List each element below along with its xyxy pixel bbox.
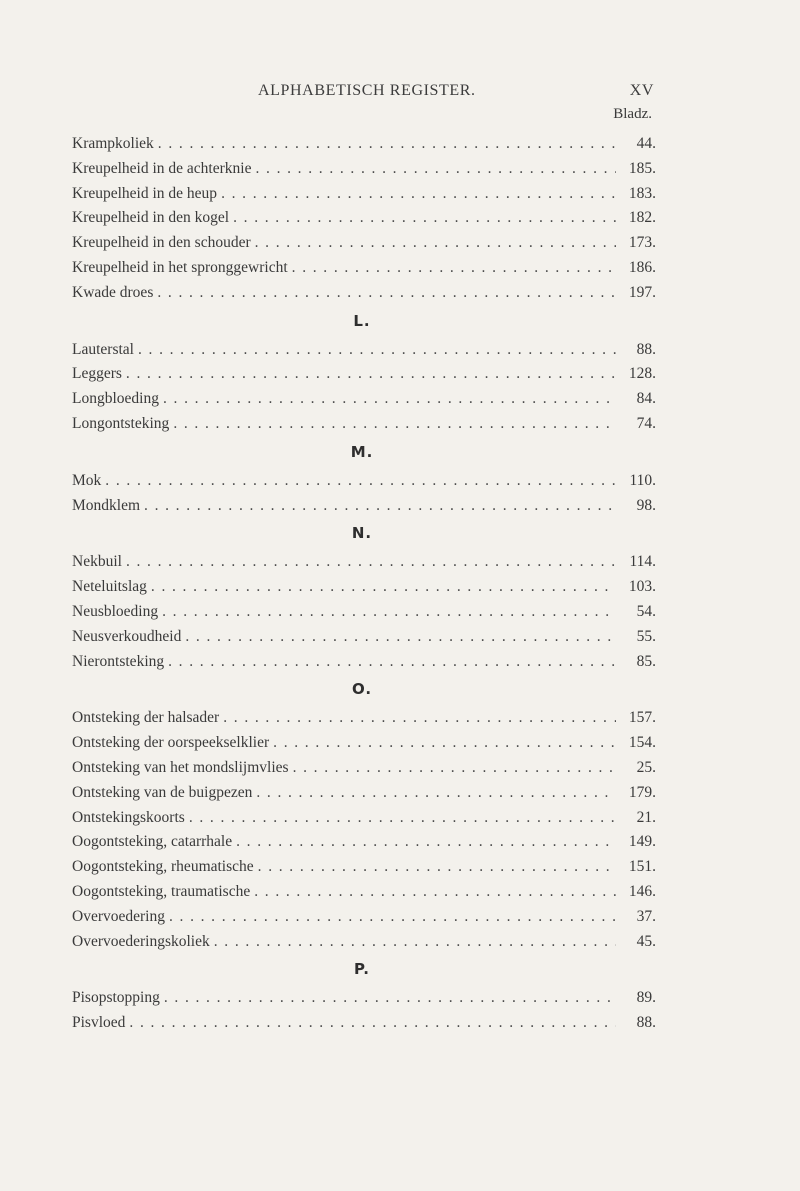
entry-page-number: 37. (636, 907, 656, 925)
index-entry (72, 469, 656, 494)
entry-page-number: 55. (636, 627, 656, 645)
entry-page-number: 179. (628, 783, 656, 801)
section-letter-heading: P. (354, 960, 370, 979)
index-entry (72, 494, 656, 519)
dot-leader (256, 781, 616, 806)
index-entry (72, 830, 656, 855)
index-entry (72, 338, 656, 363)
entry-page-number: 21. (636, 808, 656, 826)
index-list (72, 132, 656, 1036)
section-letter-heading: O. (351, 680, 373, 699)
entry-page-number: 44. (636, 135, 656, 152)
dot-leader (157, 281, 616, 306)
dot-leader (292, 256, 616, 281)
dot-leader (214, 930, 616, 955)
index-entry (72, 575, 656, 600)
dot-leader (255, 157, 616, 182)
index-entry (72, 362, 656, 387)
dot-leader (189, 806, 616, 831)
dot-leader (221, 182, 616, 207)
entry-term: Nierontsteking (72, 652, 165, 670)
running-head (72, 82, 656, 106)
entry-term: Mok (72, 471, 102, 489)
section-letter-heading: N. (351, 524, 373, 543)
index-entry (72, 855, 656, 880)
entry-page-number: 98. (636, 496, 656, 514)
entry-term: Kwade droes (72, 283, 154, 301)
entry-term: Pisvloed (72, 1014, 126, 1032)
index-entry (72, 182, 656, 207)
entry-term: Oogontsteking, catarrhale (72, 833, 233, 851)
index-entry (72, 986, 656, 1011)
entry-term: Mondklem (72, 496, 141, 514)
dot-leader (168, 650, 616, 675)
entry-term: Overvoedering (72, 907, 165, 925)
entry-page-number: 154. (628, 734, 656, 752)
dot-leader (173, 412, 616, 437)
entry-term: Neusverkoudheid (72, 627, 182, 645)
entry-term: Neusbloeding (72, 602, 159, 620)
index-entry (72, 206, 656, 231)
entry-term: Kreupelheid in de heup (72, 184, 218, 202)
index-entry (72, 880, 656, 905)
entry-term: Longbloeding (72, 390, 159, 408)
entry-page-number: 186. (628, 258, 656, 276)
section-letter-heading: M. (350, 442, 374, 461)
entry-page-number: 149. (628, 833, 656, 851)
entry-term: Lauterstal (72, 340, 134, 358)
entry-page-number: 88. (636, 1014, 656, 1032)
dot-leader (138, 338, 616, 363)
entry-term: Kreupelheid in den kogel (72, 209, 230, 227)
index-entry (72, 930, 656, 955)
entry-page-number: 110. (629, 471, 656, 489)
dot-leader (254, 880, 616, 905)
dot-leader (273, 731, 616, 756)
entry-page-number: 74. (636, 414, 656, 432)
entry-page-number: 146. (628, 882, 656, 900)
entry-term: Pisopstopping (72, 989, 160, 1007)
dot-leader (169, 905, 616, 930)
dot-leader (162, 600, 616, 625)
index-entry (72, 256, 656, 281)
entry-page-number: 85. (636, 652, 656, 670)
entry-page-number: 114. (629, 553, 656, 571)
index-entry (72, 756, 656, 781)
entry-term: Krampkoliek (72, 135, 154, 152)
entry-page-number: 185. (628, 159, 656, 177)
dot-leader (126, 362, 616, 387)
entry-term: Kreupelheid in den schouder (72, 234, 251, 252)
dot-leader (164, 986, 616, 1011)
dot-leader (151, 575, 616, 600)
index-entry (72, 550, 656, 575)
dot-leader (163, 387, 616, 412)
entry-term: Neteluitslag (72, 578, 147, 596)
index-page (72, 82, 656, 1036)
index-entry (72, 650, 656, 675)
entry-term: Leggers (72, 365, 122, 383)
entry-term: Ontsteking van de buigpezen (72, 783, 253, 801)
index-entry (72, 781, 656, 806)
entry-page-number: 157. (628, 709, 656, 727)
entry-page-number: 103. (628, 578, 656, 596)
entry-page-number: 54. (636, 602, 656, 620)
dot-leader (129, 1011, 616, 1036)
index-entry (72, 731, 656, 756)
dot-leader (236, 830, 616, 855)
index-entry (72, 600, 656, 625)
entry-page-number: 182. (628, 209, 656, 227)
entry-page-number: 197. (628, 283, 656, 301)
entry-term: Kreupelheid in de achterknie (72, 159, 252, 177)
entry-page-number: 45. (636, 932, 656, 950)
entry-term: Ontstekingskoorts (72, 808, 185, 826)
index-entry (72, 412, 656, 437)
index-entry (72, 625, 656, 650)
dot-leader (185, 625, 616, 650)
entry-page-number: 173. (628, 234, 656, 252)
dot-leader (255, 231, 616, 256)
index-entry (72, 132, 656, 157)
dot-leader (158, 132, 616, 157)
entry-term: Ontsteking der halsader (72, 709, 220, 727)
page-number-roman: XV (629, 82, 654, 99)
index-entry (72, 157, 656, 182)
dot-leader (223, 706, 616, 731)
dot-leader (233, 206, 616, 231)
entry-page-number: 151. (628, 858, 656, 876)
index-entry (72, 387, 656, 412)
entry-term: Ontsteking der oorspeekselklier (72, 734, 270, 752)
entry-term: Ontsteking van het mondslijmvlies (72, 758, 289, 776)
entry-page-number: 25. (636, 758, 656, 776)
entry-page-number: 88. (636, 340, 656, 358)
dot-leader (258, 855, 616, 880)
index-entry (72, 806, 656, 831)
dot-leader (293, 756, 616, 781)
index-entry (72, 905, 656, 930)
page-column-label: Bladz. (613, 106, 652, 122)
entry-term: Oogontsteking, rheumatische (72, 858, 254, 876)
entry-page-number: 89. (636, 989, 656, 1007)
entry-term: Nekbuil (72, 553, 122, 571)
entry-term: Oogontsteking, traumatische (72, 882, 251, 900)
section-letter-heading: L. (353, 311, 371, 330)
entry-term: Overvoederingskoliek (72, 932, 210, 950)
index-entry (72, 231, 656, 256)
dot-leader (144, 494, 616, 519)
dot-leader (126, 550, 616, 575)
entry-term: Longontsteking (72, 414, 170, 432)
page-title: ALPHABETISCH REGISTER. (258, 82, 476, 99)
index-entry (72, 1011, 656, 1036)
entry-page-number: 183. (628, 184, 656, 202)
entry-term: Kreupelheid in het spronggewricht (72, 258, 288, 276)
index-entry (72, 281, 656, 306)
index-entry (72, 706, 656, 731)
entry-page-number: 128. (628, 365, 656, 383)
entry-page-number: 84. (636, 390, 656, 408)
dot-leader (105, 469, 616, 494)
